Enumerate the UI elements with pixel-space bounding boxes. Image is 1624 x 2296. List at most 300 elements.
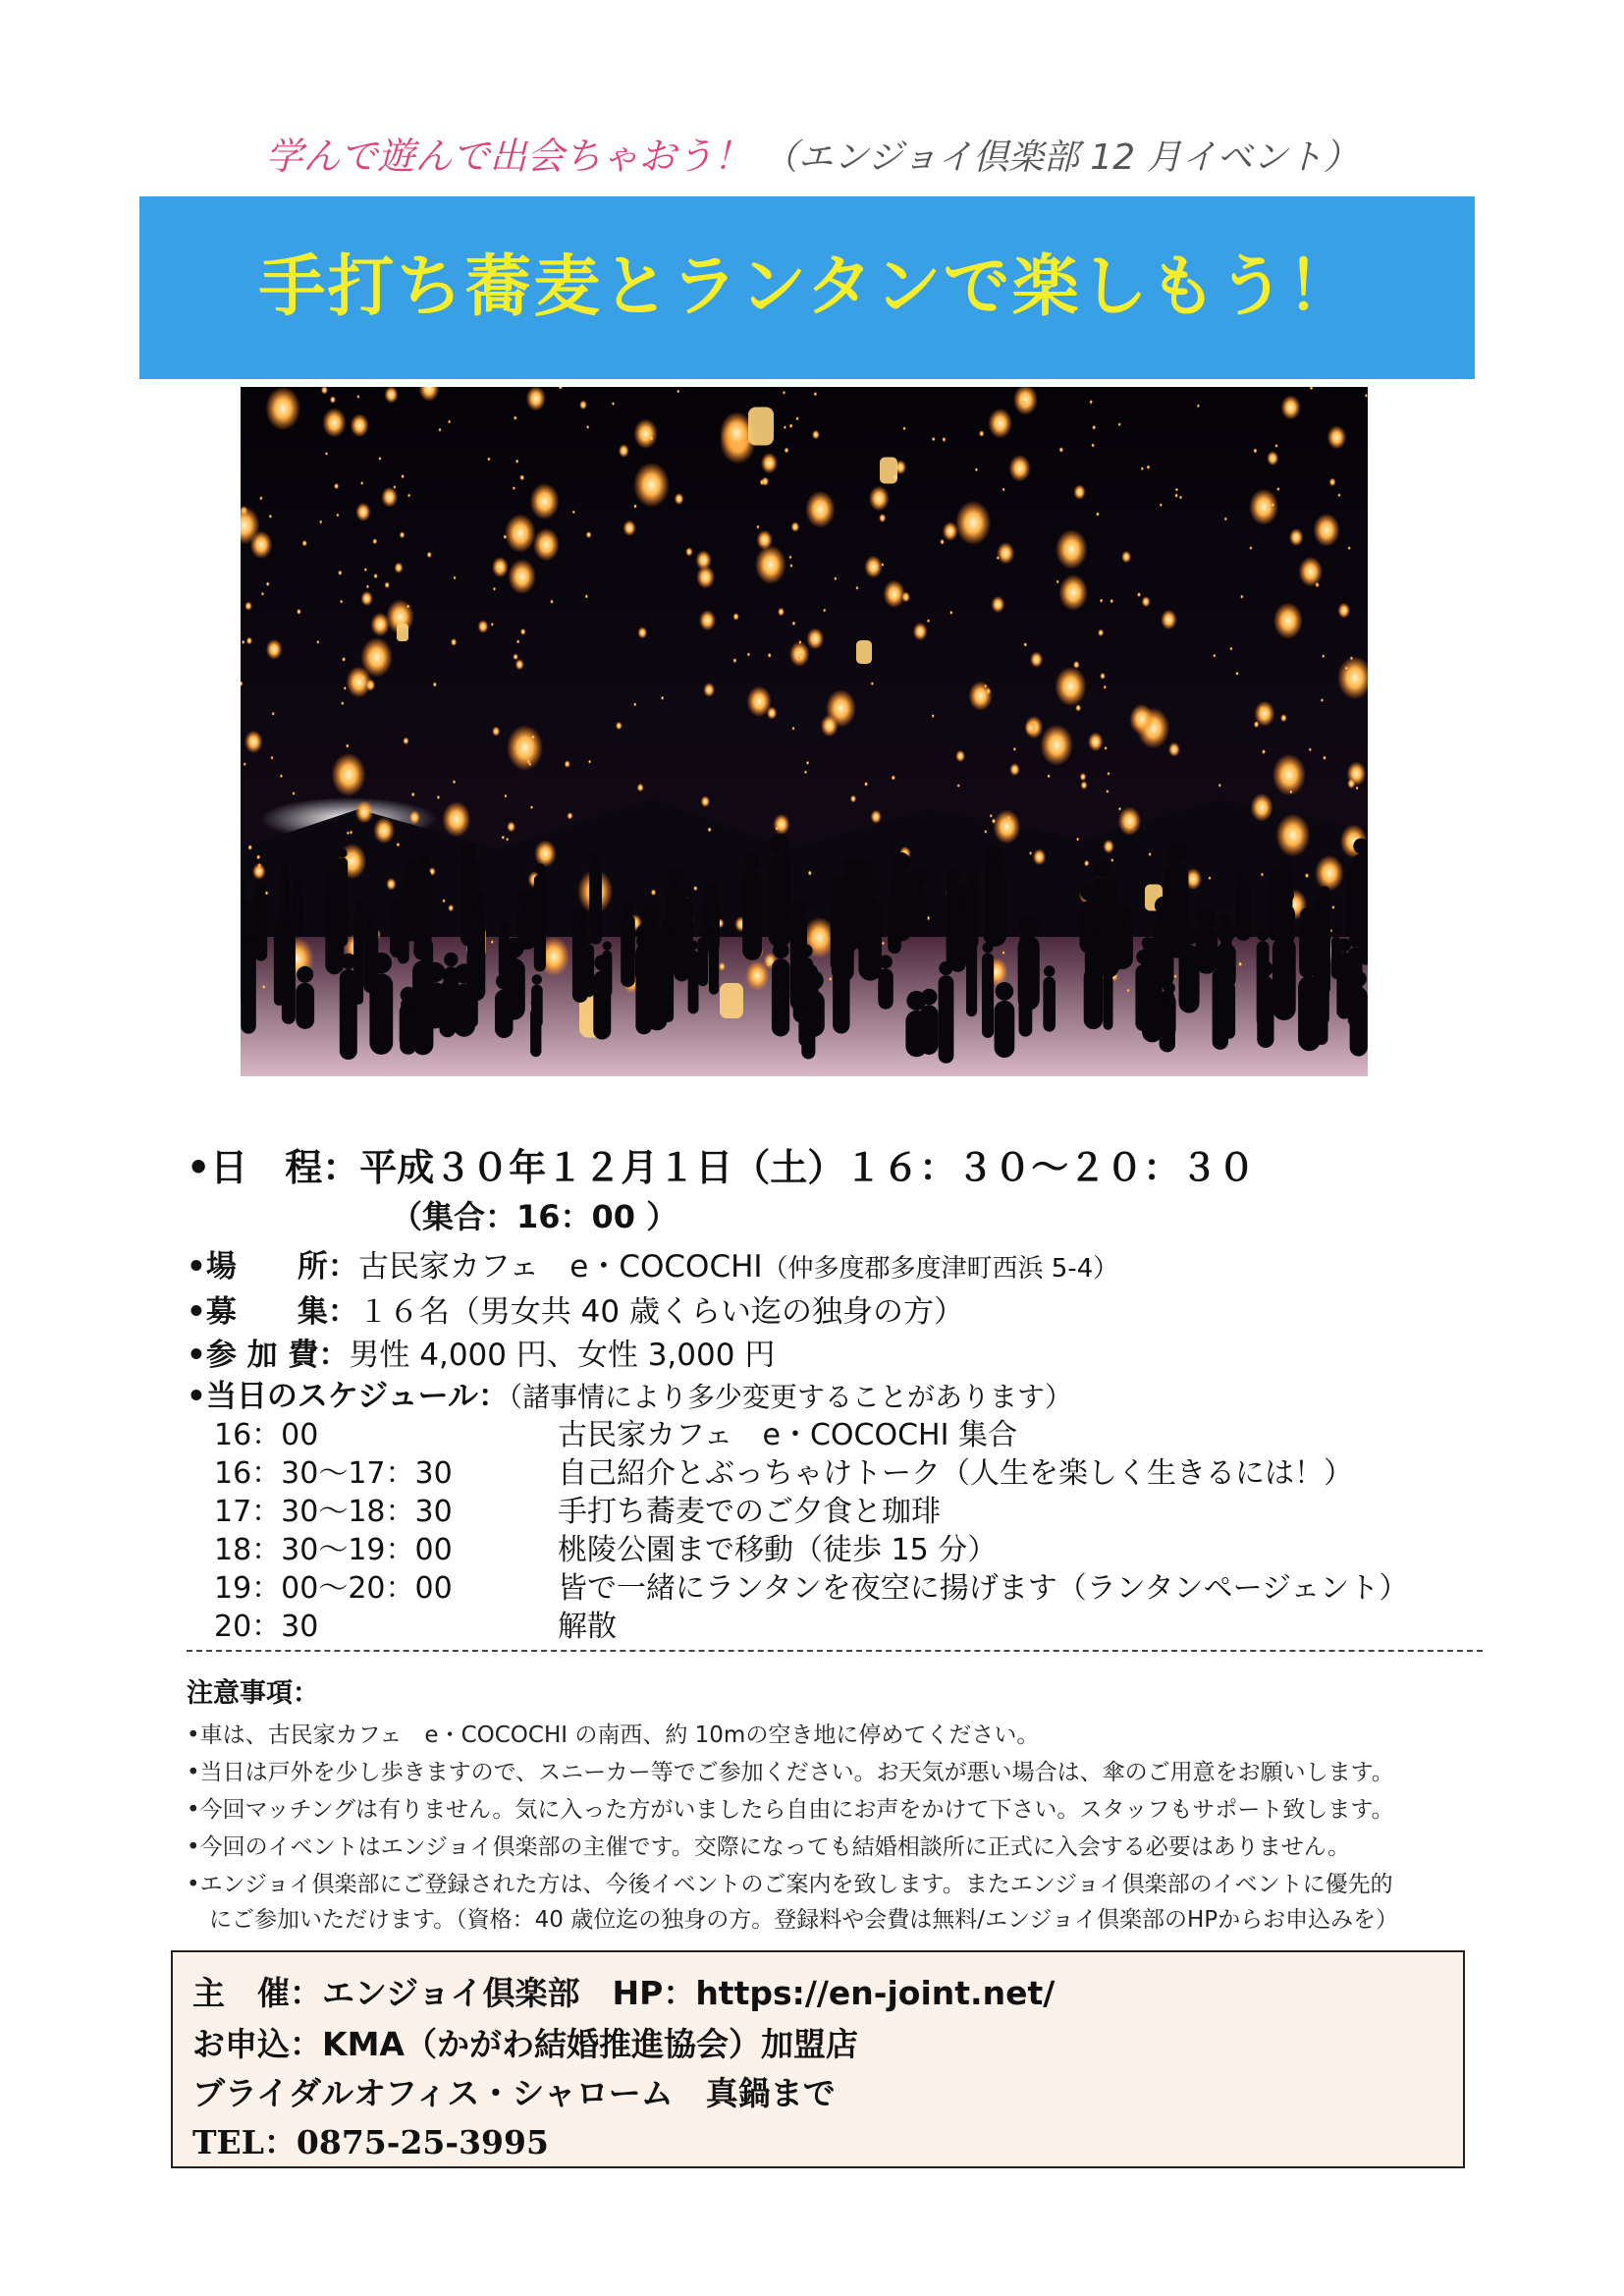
lantern-glow — [1009, 763, 1019, 776]
lantern-glow — [1348, 546, 1351, 550]
person-silhouette — [742, 871, 762, 960]
lantern-glow — [1021, 400, 1026, 406]
lantern-glow — [355, 800, 374, 824]
person-head — [1092, 921, 1105, 934]
person-silhouette — [531, 985, 543, 1028]
lantern-glow — [1365, 394, 1368, 398]
lantern-glow — [761, 453, 778, 473]
page-title: 手打ち蕎麦とランタンで楽しもう！ — [258, 248, 1356, 326]
person-silhouette — [1272, 937, 1296, 1020]
lantern-glow — [1281, 395, 1301, 419]
lantern-glow — [649, 436, 653, 441]
lantern-glow — [265, 387, 300, 430]
lantern-glow — [365, 679, 375, 691]
lantern-glow — [534, 840, 556, 867]
lantern-glow — [1299, 557, 1324, 587]
lantern-glow — [451, 638, 457, 646]
person-silhouette — [400, 1012, 416, 1055]
person-head — [326, 872, 343, 889]
lantern-glow — [394, 562, 403, 573]
contact-tel: TEL：0875-25-3995 — [192, 2123, 549, 2161]
lantern-glow — [502, 836, 506, 840]
lantern-glow — [675, 493, 684, 505]
lantern-glow — [322, 408, 346, 437]
schedule-desc: 解散 — [558, 1610, 617, 1644]
lantern-glow — [1274, 444, 1277, 448]
lantern-glow — [1002, 488, 1005, 492]
lantern-glow — [1249, 489, 1278, 525]
lantern-glow — [487, 457, 490, 461]
person-head — [1279, 855, 1292, 868]
lantern-glow — [247, 845, 252, 850]
lantern-glow — [1251, 793, 1273, 822]
lantern-glow — [550, 600, 554, 604]
lantern-glow — [334, 483, 339, 489]
lantern-glow — [586, 425, 589, 429]
lantern-glow — [259, 496, 262, 500]
person-head — [423, 930, 433, 940]
lantern-glow — [427, 552, 432, 559]
lantern-glow — [385, 581, 390, 588]
lantern-glow — [1100, 673, 1106, 680]
lantern-glow — [497, 568, 501, 573]
lantern — [397, 624, 408, 641]
recruit-row — [187, 1286, 964, 1331]
lantern-glow — [1254, 701, 1274, 727]
lantern-glow — [871, 810, 882, 824]
lantern-glow — [834, 576, 837, 580]
lantern-glow — [798, 640, 801, 644]
lantern-glow — [1105, 746, 1108, 750]
lantern-glow — [297, 609, 301, 615]
lantern-glow — [1229, 647, 1232, 651]
person-head — [532, 974, 542, 984]
lantern-glow — [881, 563, 884, 567]
schedule-desc: 桃陵公園まで移動（徒歩 15 分） — [558, 1533, 998, 1567]
lantern-glow — [366, 584, 369, 588]
lantern-glow — [244, 731, 263, 753]
schedule-time: 20：30 — [214, 1610, 319, 1644]
schedule-desc: 自己紹介とぶっちゃけトーク（人生を楽しく生きるには！） — [558, 1456, 1353, 1491]
lantern-glow — [1315, 855, 1344, 892]
lantern-glow — [633, 463, 670, 508]
person-head — [1320, 886, 1330, 897]
lantern-glow — [1091, 443, 1095, 447]
note-item: •車は、古民家カフェ e・COCOCHI の南西、約 10mの空き地に停めてください。 — [187, 1722, 1040, 1748]
lantern-glow — [806, 761, 809, 765]
lantern-glow — [768, 653, 772, 658]
person-head — [802, 998, 815, 1011]
lantern-glow — [992, 818, 996, 824]
lantern-glow — [244, 602, 251, 611]
lantern-glow — [378, 457, 381, 461]
lantern-glow — [567, 812, 572, 820]
lantern-glow — [1056, 579, 1059, 583]
person-silhouette — [1278, 867, 1292, 943]
lantern-glow — [293, 792, 296, 795]
lantern-glow — [491, 623, 494, 627]
lantern-glow — [478, 620, 489, 633]
lantern-glow — [1100, 598, 1103, 602]
person-head — [967, 871, 978, 882]
lantern-glow — [448, 904, 454, 911]
lantern-glow — [269, 515, 272, 519]
person-head — [590, 853, 601, 864]
lantern — [880, 458, 897, 484]
schedule-row — [187, 1137, 1255, 1191]
lantern-glow — [373, 574, 377, 579]
lantern-glow — [812, 430, 820, 440]
person-head — [594, 955, 610, 970]
schedule-label: •日 程： — [187, 1146, 360, 1189]
lantern-glow — [1118, 422, 1121, 426]
lantern-glow — [755, 545, 786, 584]
note-item: •今回のイベントはエンジョイ倶楽部の主催です。交際になっても結婚相談所に正式に入会する必要はありません。 — [187, 1834, 1351, 1860]
lantern-glow — [1289, 528, 1304, 546]
lantern-glow — [1073, 484, 1085, 500]
lantern-glow — [516, 639, 519, 643]
lantern-glow — [814, 392, 818, 397]
lantern-glow — [767, 962, 771, 967]
lantern-glow — [565, 760, 570, 768]
lantern-glow — [882, 942, 885, 946]
person-head — [467, 890, 484, 906]
lantern-glow — [829, 977, 832, 981]
person-silhouette — [1135, 964, 1151, 1031]
lantern-glow — [1238, 961, 1242, 966]
person-head — [664, 924, 674, 934]
lantern-glow — [1080, 773, 1087, 781]
person-silhouette — [982, 953, 994, 1038]
lantern-glow — [438, 428, 441, 432]
person-head — [857, 861, 874, 878]
lantern-glow — [1092, 425, 1096, 430]
person-head — [906, 991, 926, 1011]
lantern-glow — [1218, 784, 1221, 788]
lantern-glow — [340, 600, 343, 604]
recruit-label: •募 集： — [187, 1294, 358, 1330]
lantern-glow — [913, 623, 928, 641]
lantern-glow — [505, 514, 536, 553]
lantern-glow — [883, 580, 905, 608]
lantern-glow — [1347, 779, 1355, 789]
person-silhouette — [698, 937, 708, 986]
person-silhouette — [966, 882, 979, 949]
person-head — [425, 962, 445, 982]
lantern-glow — [261, 592, 264, 596]
person-head — [1300, 908, 1314, 922]
lantern-glow — [778, 608, 785, 617]
person-head — [444, 953, 458, 966]
person-head — [417, 855, 431, 869]
lantern-glow — [792, 621, 796, 626]
lantern-glow — [795, 416, 798, 420]
lantern-glow — [1103, 840, 1113, 853]
lantern-glow — [530, 483, 560, 519]
lantern-glow — [325, 452, 328, 456]
divider — [187, 1650, 1483, 1652]
lantern-glow — [756, 525, 759, 529]
lantern-glow — [1168, 742, 1180, 757]
lantern-glow — [508, 559, 536, 594]
lantern-glow — [246, 637, 252, 645]
lantern — [748, 408, 774, 446]
lantern-glow — [955, 501, 991, 545]
lantern-glow — [256, 854, 260, 859]
lantern-glow — [346, 743, 350, 748]
lantern-glow — [1174, 493, 1178, 498]
lantern-glow — [1040, 725, 1073, 766]
person-head — [1314, 960, 1328, 975]
person-head — [573, 907, 587, 921]
lantern-glow — [252, 863, 266, 880]
schedule-time: 16：00 — [214, 1418, 319, 1452]
lantern-glow — [360, 481, 363, 485]
lantern-glow — [492, 557, 509, 577]
lantern-glow — [869, 486, 890, 512]
lantern-glow — [637, 627, 647, 638]
lantern-glow — [533, 528, 560, 562]
lantern-glow — [850, 795, 856, 803]
person-head — [1349, 934, 1362, 947]
note-item: にご参加いただけます。（資格：40 歳位迄の独身の方。登録料や会費は無料/エンジョイ倶楽部のHPからお申込みを） — [187, 1907, 1399, 1933]
person-head — [622, 902, 634, 914]
lantern-glow — [242, 640, 245, 644]
lantern-glow — [355, 503, 370, 521]
lantern-glow — [984, 830, 987, 834]
person-silhouette — [254, 893, 267, 961]
person-head — [1224, 972, 1235, 983]
person-silhouette — [856, 878, 875, 954]
person-head — [534, 863, 545, 874]
lantern-glow — [942, 437, 946, 442]
person-silhouette — [905, 1011, 927, 1057]
lantern-glow — [633, 702, 636, 706]
lantern-glow — [526, 387, 546, 411]
person-silhouette — [907, 887, 928, 937]
person-head — [1314, 899, 1327, 912]
lantern-glow — [949, 611, 952, 615]
person-silhouette — [589, 864, 602, 945]
lantern-glow — [586, 531, 592, 538]
lantern-glow — [503, 534, 507, 539]
lantern-glow — [514, 415, 517, 420]
lantern-glow — [1059, 447, 1064, 453]
person-silhouette — [1043, 977, 1056, 1032]
person-silhouette — [1235, 886, 1251, 941]
note-item: •今回マッチングは有りません。気に入った方がいましたら自由にお声をかけて下さい。スタッフもサポート致します。 — [187, 1797, 1394, 1823]
lantern-glow — [433, 682, 437, 686]
person-silhouette — [709, 933, 719, 995]
lantern-glow — [572, 510, 575, 514]
person-head — [517, 889, 536, 907]
lantern-glow — [506, 838, 509, 842]
lantern-glow — [993, 809, 1020, 844]
lantern-glow — [651, 889, 656, 896]
person-head — [371, 953, 392, 973]
lantern-glow — [990, 814, 993, 818]
lantern-glow — [1088, 733, 1104, 752]
person-head — [843, 857, 856, 870]
lantern-glow — [892, 775, 895, 780]
lantern-glow — [785, 447, 789, 453]
lantern-glow — [1033, 848, 1047, 865]
lantern-glow — [400, 531, 406, 538]
tagline-sub: （エンジョイ倶楽部 12 月イベント） — [762, 137, 1359, 178]
person-head — [1236, 871, 1251, 886]
note-item: •エンジョイ倶楽部にご登録された方は、今後イベントのご案内を致します。またエンジョイ倶楽部のイベントに優先的 — [187, 1872, 1393, 1897]
lantern-glow — [520, 629, 526, 635]
lantern-glow — [927, 619, 930, 623]
lantern-glow — [685, 547, 692, 556]
lantern-glow — [1276, 487, 1279, 491]
schedule-desc: 皆で一緒にランタンを夜空に揚げます（ランタンページェント） — [558, 1571, 1409, 1606]
person-silhouette — [593, 971, 611, 1040]
person-silhouette — [1348, 948, 1363, 1027]
lantern-glow — [448, 420, 451, 424]
person-head — [947, 868, 959, 881]
person-silhouette — [947, 881, 961, 966]
lantern-glow — [407, 494, 410, 498]
lantern-glow — [1313, 514, 1339, 547]
person-silhouette — [801, 1011, 815, 1059]
lantern-glow — [968, 682, 992, 711]
lantern-glow — [637, 784, 644, 793]
person-silhouette — [404, 874, 419, 942]
lantern-glow — [1002, 951, 1005, 955]
person-head — [641, 903, 661, 923]
person-head — [364, 909, 378, 923]
person-head — [892, 852, 910, 871]
lantern-glow — [381, 487, 398, 508]
sky-lantern-photo — [241, 387, 1368, 1076]
person-head — [1166, 843, 1187, 863]
lantern-glow — [988, 409, 1012, 439]
lantern-glow — [1275, 814, 1310, 857]
lantern-glow — [1055, 667, 1086, 706]
fee-value: 男性 4,000 円、女性 3,000 円 — [349, 1338, 776, 1373]
lantern-glow — [1148, 852, 1151, 856]
lantern-glow — [1179, 496, 1182, 500]
lantern-glow — [788, 555, 791, 559]
lantern-glow — [783, 391, 785, 395]
lantern-glow — [1081, 781, 1088, 790]
lantern-glow — [623, 519, 635, 536]
person-head — [908, 868, 927, 887]
lantern-glow — [940, 539, 945, 545]
lantern-glow — [732, 658, 736, 663]
person-silhouette — [663, 934, 674, 1022]
person-silhouette — [572, 921, 588, 1003]
lantern-glow — [1197, 404, 1200, 408]
lantern-glow — [693, 886, 697, 891]
lantern-glow — [1280, 714, 1287, 722]
lantern-glow — [1175, 488, 1178, 492]
lantern-glow — [1118, 807, 1142, 836]
lantern-glow — [633, 504, 637, 509]
lantern-glow — [703, 683, 715, 697]
lantern-glow — [1272, 503, 1274, 507]
lantern-glow — [701, 795, 710, 807]
lantern-glow — [1121, 551, 1131, 564]
lantern-glow — [386, 878, 396, 891]
contact-office: ブライダルオフィス・シャローム 真鍋まで — [192, 2074, 836, 2112]
person-head — [255, 881, 267, 893]
person-head — [506, 940, 516, 951]
lantern-glow — [406, 604, 409, 608]
lantern-glow — [342, 657, 346, 662]
place-address: （仲多度郡多度津町西浜 5-4） — [762, 1254, 1119, 1284]
lantern-glow — [699, 610, 716, 630]
lantern-glow — [1305, 873, 1309, 878]
lantern-glow — [1023, 642, 1027, 647]
person-head — [667, 868, 684, 886]
person-head — [996, 982, 1014, 1001]
person-silhouette — [369, 973, 393, 1055]
lantern-glow — [1235, 672, 1238, 676]
person-head — [354, 902, 363, 910]
person-head — [1269, 870, 1280, 882]
lantern-glow — [805, 491, 835, 528]
lantern-glow — [791, 727, 794, 731]
person-head — [1197, 908, 1217, 928]
lantern-glow — [696, 566, 715, 589]
lantern-glow — [855, 586, 858, 590]
lantern-glow — [1321, 698, 1324, 702]
person-head — [1316, 987, 1327, 999]
person-silhouette — [1299, 922, 1315, 978]
lantern-glow — [823, 609, 826, 613]
lantern-glow — [955, 750, 965, 762]
lantern-glow — [1337, 493, 1340, 497]
person-head — [773, 943, 789, 959]
lantern-glow — [1025, 721, 1037, 736]
person-silhouette — [282, 926, 296, 1024]
lantern-glow — [397, 843, 401, 847]
lantern-glow — [1161, 610, 1177, 630]
lantern-glow — [515, 659, 524, 670]
lantern-glow — [1309, 747, 1312, 751]
lantern-glow — [1009, 455, 1031, 482]
lantern-glow — [492, 727, 500, 737]
person-head — [1136, 950, 1151, 964]
person-head — [1331, 927, 1341, 937]
person-silhouette — [467, 906, 486, 1002]
note-item: •当日は戸外を少し歩きますので、スニーカー等でご参加ください。お天気が悪い場合は、傘のご用意をお願いします。 — [187, 1760, 1394, 1785]
lantern-glow — [791, 521, 800, 532]
lantern-glow — [411, 793, 415, 797]
person-head — [1044, 965, 1055, 976]
lantern-glow — [364, 568, 367, 572]
lantern-glow — [336, 514, 339, 518]
lantern-glow — [1345, 666, 1348, 670]
person-silhouette — [635, 943, 657, 985]
notes-heading: 注意事項： — [187, 1678, 319, 1709]
person-head — [1346, 866, 1364, 884]
lantern-glow — [409, 810, 421, 824]
lantern-glow — [350, 831, 352, 835]
person-silhouette — [843, 870, 857, 953]
person-head — [704, 882, 720, 898]
lantern-glow — [250, 530, 273, 559]
lantern-glow — [373, 817, 395, 844]
person-head — [405, 859, 419, 874]
lantern-glow — [1213, 654, 1216, 658]
person-head — [401, 997, 415, 1011]
fee-row — [187, 1330, 775, 1374]
person-head — [709, 923, 718, 932]
lantern-glow — [747, 652, 750, 656]
